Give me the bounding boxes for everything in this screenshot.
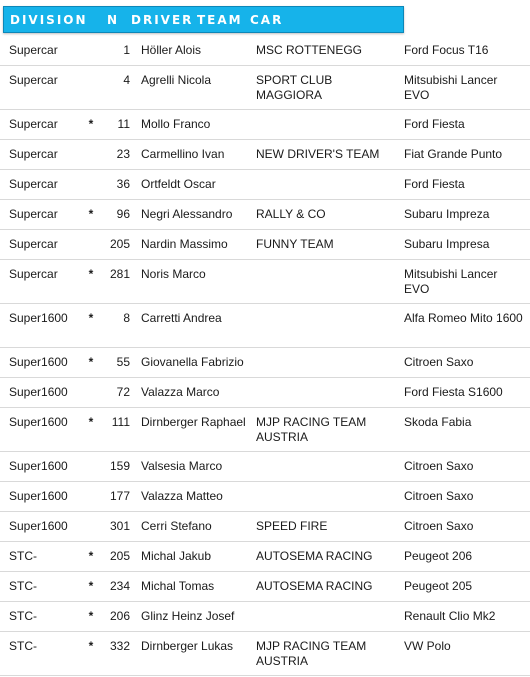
- division-cell: Super1600: [9, 385, 68, 399]
- star-marker: *: [88, 267, 94, 281]
- car-cell: Peugeot 206: [404, 549, 473, 563]
- header-division: DIVISION: [10, 13, 88, 27]
- header-team: TEAM: [197, 13, 243, 27]
- number-cell: 177: [109, 489, 130, 503]
- car-cell: Ford Fiesta S1600: [404, 385, 503, 399]
- table-row: [0, 632, 530, 676]
- driver-cell: Höller Alois: [141, 43, 202, 57]
- division-cell: Supercar: [9, 177, 58, 191]
- division-cell: Supercar: [9, 207, 58, 221]
- table-row: [0, 230, 530, 260]
- division-cell: Super1600: [9, 519, 68, 533]
- driver-cell: Giovanella Fabrizio: [141, 355, 244, 369]
- table-row: [0, 304, 530, 348]
- driver-cell: Cerri Stefano: [141, 519, 212, 533]
- star-marker: *: [88, 579, 94, 593]
- driver-cell: Dirnberger Raphael: [141, 415, 246, 429]
- driver-cell: Carmellino Ivan: [141, 147, 225, 161]
- table-row: [0, 110, 530, 140]
- car-cell: Ford Fiesta: [404, 117, 465, 131]
- number-cell: 301: [109, 519, 130, 533]
- division-cell: Supercar: [9, 117, 58, 131]
- number-cell: 111: [111, 415, 130, 429]
- team-cell: AUTOSEMA RACING: [256, 579, 373, 593]
- division-cell: Supercar: [9, 43, 58, 57]
- car-cell: Ford Fiesta: [404, 177, 465, 191]
- table-header: [3, 6, 404, 33]
- number-cell: 205: [109, 549, 130, 563]
- star-marker: *: [88, 207, 94, 221]
- number-cell: 234: [109, 579, 130, 593]
- car-cell: Skoda Fabia: [404, 415, 472, 429]
- car-cell: Citroen Saxo: [404, 489, 474, 503]
- header-number: N: [107, 13, 120, 27]
- division-cell: Super1600: [9, 459, 68, 473]
- car-cell: Mitsubishi Lancer EVO: [404, 267, 498, 296]
- team-cell: AUTOSEMA RACING: [256, 549, 373, 563]
- division-cell: Super1600: [9, 415, 68, 429]
- number-cell: 11: [117, 117, 130, 131]
- team-cell: RALLY & CO: [256, 207, 326, 221]
- driver-cell: Agrelli Nicola: [141, 73, 212, 87]
- car-cell: VW Polo: [404, 639, 451, 653]
- star-marker: *: [88, 311, 94, 325]
- driver-cell: Ortfeldt Oscar: [141, 177, 216, 191]
- car-cell: Alfa Romeo Mito 1600: [404, 311, 523, 325]
- table-row: [0, 378, 530, 408]
- team-cell: NEW DRIVER'S TEAM: [256, 147, 380, 161]
- division-cell: Supercar: [9, 73, 58, 87]
- driver-cell: Valsesia Marco: [141, 459, 223, 473]
- star-marker: *: [88, 355, 94, 369]
- driver-cell: Nardin Massimo: [141, 237, 228, 251]
- number-cell: 72: [116, 385, 130, 399]
- table-row: [0, 572, 530, 602]
- number-cell: 55: [116, 355, 130, 369]
- table-row: [0, 36, 530, 66]
- table-row: [0, 542, 530, 572]
- entry-list-table: [0, 36, 530, 676]
- table-row: [0, 66, 530, 110]
- division-cell: Supercar: [9, 147, 58, 161]
- division-cell: Super1600: [9, 489, 68, 503]
- division-cell: Supercar: [9, 237, 58, 251]
- driver-cell: Mollo Franco: [141, 117, 211, 131]
- car-cell: Subaru Impresa: [404, 237, 490, 251]
- division-cell: Super1600: [9, 311, 68, 325]
- table-row: [0, 260, 530, 304]
- table-row: [0, 452, 530, 482]
- car-cell: Citroen Saxo: [404, 355, 474, 369]
- car-cell: Mitsubishi Lancer EVO: [404, 73, 498, 102]
- number-cell: 206: [109, 609, 130, 623]
- number-cell: 332: [109, 639, 130, 653]
- driver-cell: Glinz Heinz Josef: [141, 609, 235, 623]
- star-marker: *: [88, 639, 94, 653]
- car-cell: Peugeot 205: [404, 579, 473, 593]
- header-car: CAR: [250, 13, 284, 27]
- table-row: [0, 348, 530, 378]
- number-cell: 159: [109, 459, 130, 473]
- car-cell: Ford Focus T16: [404, 43, 489, 57]
- table-row: [0, 170, 530, 200]
- team-cell: FUNNY TEAM: [256, 237, 334, 251]
- car-cell: Renault Clio Mk2: [404, 609, 496, 623]
- division-cell: Super1600: [9, 355, 68, 369]
- number-cell: 96: [116, 207, 130, 221]
- division-cell: STC-: [9, 549, 37, 563]
- driver-cell: Michal Jakub: [141, 549, 212, 563]
- car-cell: Citroen Saxo: [404, 459, 474, 473]
- star-marker: *: [88, 549, 94, 563]
- star-marker: *: [88, 117, 94, 131]
- car-cell: Citroen Saxo: [404, 519, 474, 533]
- table-row: [0, 482, 530, 512]
- driver-cell: Carretti Andrea: [141, 311, 222, 325]
- table-row: [0, 200, 530, 230]
- number-cell: 205: [109, 237, 130, 251]
- driver-cell: Noris Marco: [141, 267, 206, 281]
- number-cell: 4: [123, 73, 130, 87]
- star-marker: *: [88, 415, 94, 429]
- driver-cell: Negri Alessandro: [141, 207, 233, 221]
- table-row: [0, 602, 530, 632]
- division-cell: STC-: [9, 639, 37, 653]
- table-row: [0, 140, 530, 170]
- number-cell: 281: [109, 267, 130, 281]
- number-cell: 8: [123, 311, 130, 325]
- division-cell: STC-: [9, 609, 37, 623]
- number-cell: 36: [116, 177, 130, 191]
- header-driver: DRIVER: [131, 13, 194, 27]
- team-cell: SPEED FIRE: [256, 519, 328, 533]
- number-cell: 1: [123, 43, 130, 57]
- driver-cell: Dirnberger Lukas: [141, 639, 234, 653]
- table-row: [0, 408, 530, 452]
- number-cell: 23: [116, 147, 130, 161]
- driver-cell: Valazza Matteo: [141, 489, 223, 503]
- star-marker: *: [88, 609, 94, 623]
- car-cell: Fiat Grande Punto: [404, 147, 503, 161]
- driver-cell: Michal Tomas: [141, 579, 215, 593]
- team-cell: SPORT CLUB MAGGIORA: [256, 73, 333, 102]
- team-cell: MJP RACING TEAM AUSTRIA: [256, 639, 367, 668]
- division-cell: Supercar: [9, 267, 58, 281]
- team-cell: MSC ROTTENEGG: [256, 43, 363, 57]
- team-cell: MJP RACING TEAM AUSTRIA: [256, 415, 367, 444]
- driver-cell: Valazza Marco: [141, 385, 220, 399]
- table-row: [0, 512, 530, 542]
- car-cell: Subaru Impreza: [404, 207, 490, 221]
- division-cell: STC-: [9, 579, 37, 593]
